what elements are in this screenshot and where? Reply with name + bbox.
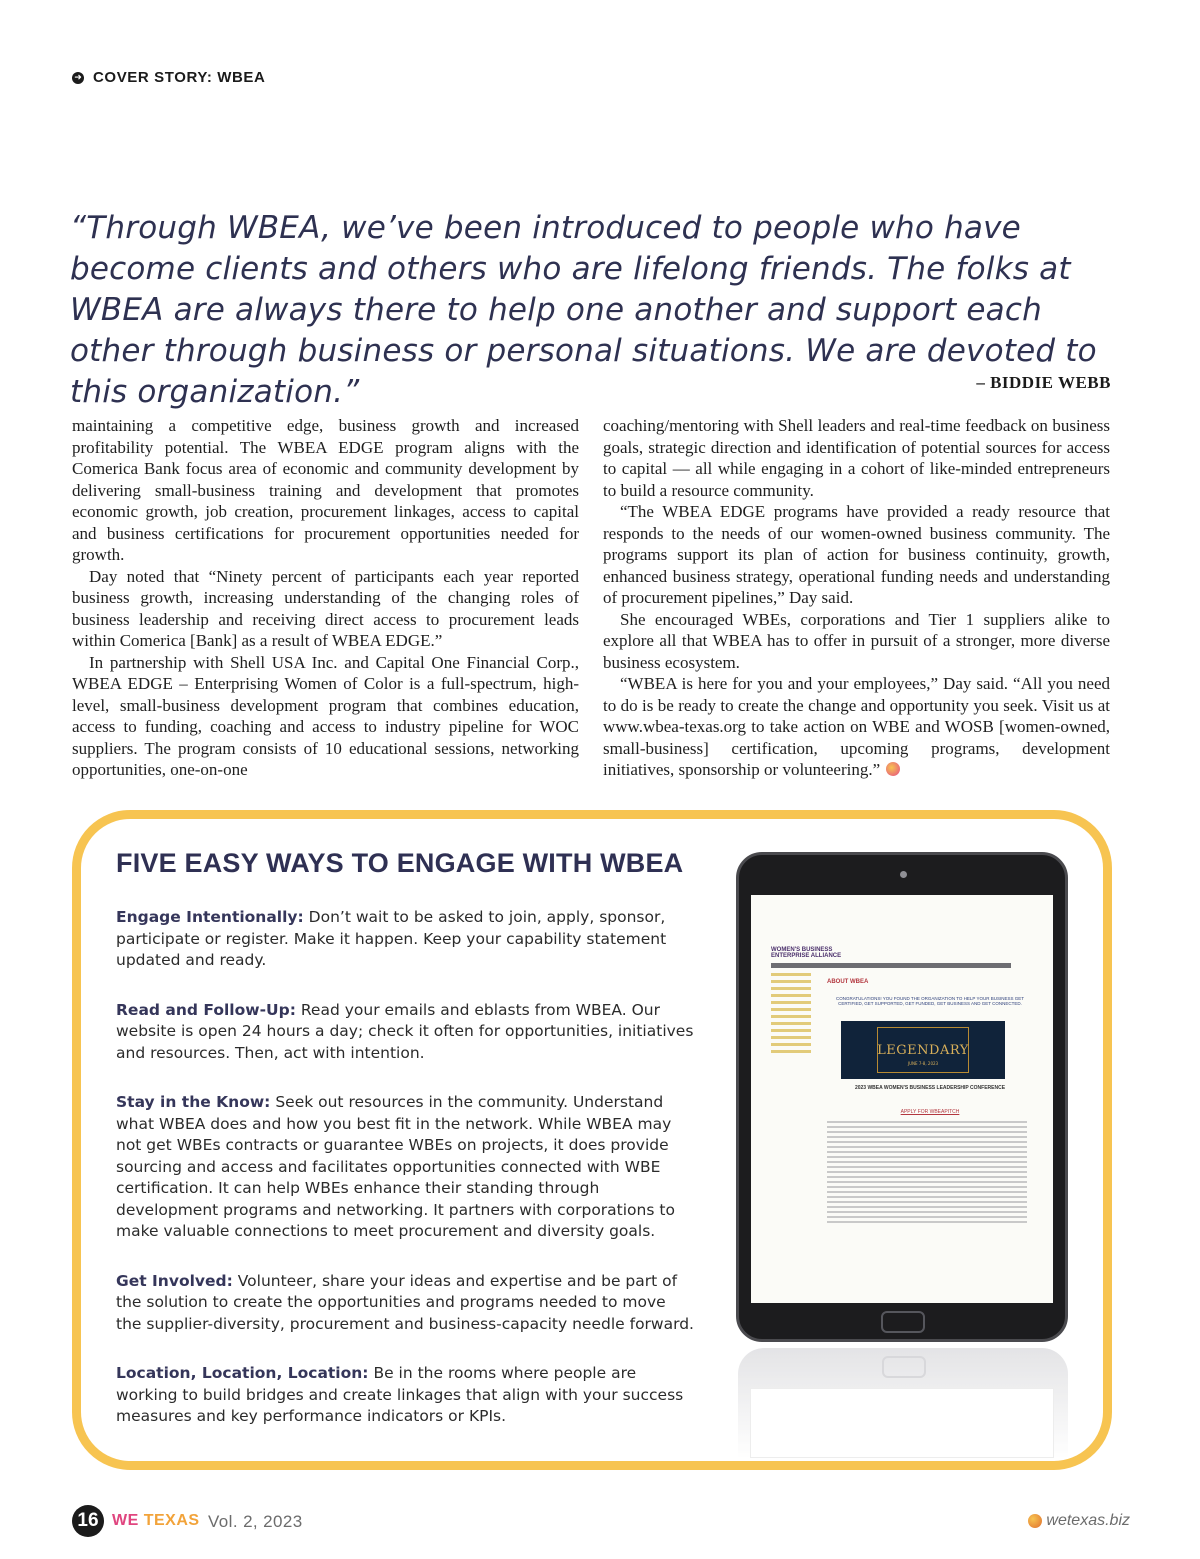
way-item xyxy=(116,1000,696,1065)
article-paragraph: maintaining a competitive edge, business growth and increased profitability potential. The WBEA EDGE program aligns with the Comerica Bank focus area of economic and community development by delivering small-business training and development that promotes economic growth, job creation, procurement linkages, access to capital and business certifications for procurement opportunities needed for growth. xyxy=(72,416,579,564)
sidebar-title: FIVE EASY WAYS TO ENGAGE WITH WBEA xyxy=(116,848,684,878)
website-nav-bar xyxy=(771,963,1011,968)
website-congrats: CONGRATULATIONS! YOU FOUND THE ORGANIZATION TO HELP YOUR BUSINESS GET CERTIFIED, GET SUPPORTED, GET FUNDED, GET BUSINESS AND GET CONNECTED. xyxy=(835,996,1025,1006)
ways-list xyxy=(116,907,696,1456)
website-heading: ABOUT WBEA xyxy=(827,979,869,985)
banner-title: LEGENDARY xyxy=(877,1043,969,1058)
article-paragraph-text: “WBEA is here for you and your employees,” Day said. “All you need to do is be ready to create the change and opportunity you seek. Visit us at www.wbea-texas.org to take action on WBE and WOSB [women-owned, small-business] certification, upcoming programs, development initiatives, sponsorship or volunteering.” xyxy=(603,674,1110,779)
conference-title: 2023 WBEA WOMEN'S BUSINESS LEADERSHIP CONFERENCE xyxy=(854,1085,1006,1091)
article-paragraph: “The WBEA EDGE programs have provided a ready resource that responds to the needs of our women-owned business community. The programs support its plan of action for business continuity, growth, enhanced business strategy, operational funding needs and understanding of procurement pipelines,” Day said. xyxy=(603,502,1110,607)
way-body: Volunteer, share your ideas and expertise and be part of the solution to create the opportunities and programs needed to move the supplier-diversity, procurement and business-capacity needle forward. xyxy=(116,1271,694,1333)
banner-date: JUNE 7-8, 2023 xyxy=(907,1061,939,1066)
pull-quote: “Through WBEA, we’ve been introduced to people who have become clients and others who are lifelong friends. The folks at WBEA are always there to help one another and support each other through business or personal situations. We are devoted to this organization.” xyxy=(70,210,1097,410)
section-label: COVER STORY: WBEA xyxy=(93,69,266,86)
way-heading: Engage Intentionally: xyxy=(116,908,304,926)
article-column-right xyxy=(603,415,1110,781)
home-button-icon xyxy=(881,1311,925,1333)
way-item xyxy=(116,907,696,972)
way-item xyxy=(116,1363,696,1428)
article-paragraph: She encouraged WBEs, corporations and Tier 1 suppliers alike to explore all that WBEA has to offer in pursuit of a stronger, more diverse business ecosystem. xyxy=(603,609,1110,672)
website-body-text xyxy=(827,1121,1027,1226)
tablet-image xyxy=(736,852,1068,1342)
apply-link: APPLY FOR WBEAPITCH xyxy=(900,1109,960,1115)
reflection-home-button xyxy=(882,1356,926,1378)
article-paragraph-last xyxy=(603,673,1110,781)
end-mark-icon xyxy=(886,762,900,776)
website-sidebar xyxy=(771,973,817,1173)
arrow-right-icon: ➜ xyxy=(72,72,84,84)
tablet-screen xyxy=(751,895,1053,1303)
website-logo: WOMEN'S BUSINESS ENTERPRISE ALLIANCE xyxy=(771,947,842,959)
article-column-left xyxy=(72,415,579,781)
conference-banner xyxy=(841,1021,1005,1079)
magazine-name-we: WE xyxy=(112,1512,139,1529)
way-heading: Stay in the Know: xyxy=(116,1093,271,1111)
reflection-screen xyxy=(750,1388,1054,1458)
footer-website xyxy=(1028,1512,1130,1530)
way-item xyxy=(116,1092,696,1243)
magazine-name xyxy=(112,1512,200,1530)
way-heading: Location, Location, Location: xyxy=(116,1364,369,1382)
way-heading: Read and Follow-Up: xyxy=(116,1000,296,1019)
globe-icon xyxy=(1028,1514,1042,1528)
magazine-name-texas: TEXAS xyxy=(143,1512,200,1529)
way-body: Don’t wait to be asked to join, apply, sponsor, participate or register. Make it happen. Keep your capability statement updated and ready. xyxy=(116,908,667,969)
way-body: Seek out resources in the community. Understand what WBEA does and how you best fit in the network. While WBEA may not get WBEs contracts or guarantee WBEs on projects, it does provide sourcing and access and facilitates opportunities connected with WBE certification. It can help WBEs enhance their standing through development programs and networking. It partners with corporations to make valuable connections to meet procurement and diversity goals. xyxy=(116,1093,675,1240)
article-paragraph: coaching/mentoring with Shell leaders and real-time feedback on business goals, strategic direction and identification of potential sources for access to capital — all while engaging in a cohort of like-minded entrepreneurs to build a resource community. xyxy=(603,416,1110,500)
way-body: Read your emails and eblasts from WBEA. Our website is open 24 hours a day; check it often for opportunities, initiatives and resources. Then, act with intention. xyxy=(116,1000,694,1062)
website-text: wetexas.biz xyxy=(1046,1512,1130,1529)
camera-icon xyxy=(900,871,907,878)
article-paragraph: Day noted that “Ninety percent of participants each year reported business growth, increasing understanding of the changing roles of business leadership and receiving direct access to procurement leads within Comerica [Bank] as a result of WBEA EDGE.” xyxy=(72,566,579,650)
section-header xyxy=(72,69,265,86)
way-heading: Get Involved: xyxy=(116,1271,233,1290)
tablet-reflection xyxy=(738,1348,1068,1458)
article-paragraph: In partnership with Shell USA Inc. and Capital One Financial Corp., WBEA EDGE – Enterprising Women of Color is a full-spectrum, high-level, small-business development program that combines education, access to funding, coaching and access to industry pipeline for WOC suppliers. The program consists of 10 educational sessions, networking opportunities, one-on-one xyxy=(72,652,579,779)
page-number: 16 xyxy=(72,1505,104,1537)
way-item xyxy=(116,1271,696,1336)
way-body: Be in the rooms where people are working to build bridges and create linkages that align with your success measures and key performance indicators or KPIs. xyxy=(116,1364,684,1425)
issue-volume: Vol. 2, 2023 xyxy=(208,1512,303,1531)
quote-attribution: – BIDDIE WEBB xyxy=(976,373,1111,392)
